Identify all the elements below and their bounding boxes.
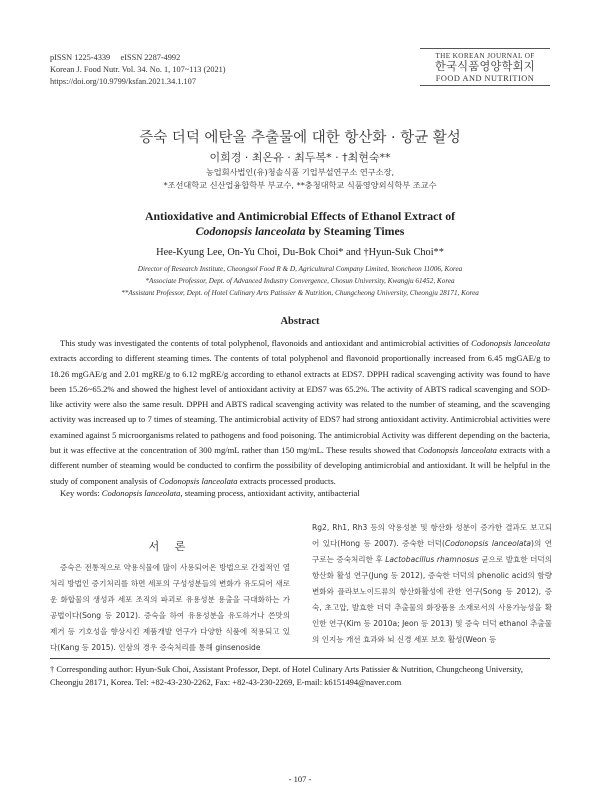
title-english-line1: Antioxidative and Antimicrobial Effects of Ethanol Extract of bbox=[144, 209, 456, 223]
affiliation-english-3: **Assistant Professor, Dept. of Hotel Culinary Arts Patissier & Nutrition, Chungcheong University, Cheongju 28171, Korea bbox=[121, 289, 479, 297]
affiliation-english-2: *Associate Professor, Dept. of Advanced Industry Convergence, Chosun University, Kwangju 61452, Korea bbox=[145, 277, 455, 285]
section-heading-introduction: 서 론 bbox=[148, 540, 192, 553]
affiliation-korean-1: 농업회사법인(유)청솔식품 기업부설연구소 연구소장, bbox=[205, 167, 395, 177]
abstract-text-3: extracts with a different number of steaming would be conducted to confirm the possibility of developing antimicrobial and antioxidant. It will be helpful in the study of component analysis of bbox=[50, 445, 550, 486]
journal-name-ko: 한국식품영양학회지 bbox=[435, 60, 535, 73]
footnote-divider bbox=[50, 658, 550, 659]
right-text-3: 균으로 발효한 더덕의 항산화 활성 연구(Jung 등 2012), 증숙한 더덕의 phenolic acid의 함량 변화와 플라보노이드류의 항산화활성에 관한 연구(Song 등 2012), 증숙, 초고압, 발효한 더덕 추출물의 화장품용 소재로서의 사용가능성을 확인한 연구(Kim 등 2010a; Jeon 등 2013) 및 증숙 더덕 ethanol 추출물의 인지능 개선 효과와 뇌 신경 세포 보호 활성(Weon 등 bbox=[312, 555, 553, 644]
left-column-text: 증숙은 전통적으로 약용식물에 많이 사용되어온 방법으로 간접적인 열처리 방법인 증기처리를 하면 세포의 구성성분들의 변화가 유도되어 새로운 화합물의 생성과 세포 조직의 파괴로 유용성분 용출을 극대화하는 가공법이다(Song 등 2012). 증숙을 하여 유용성분을 유도하거나 쓴맛의 제거 등 기호성을 향상시킨 제품개발 연구가 다양한 식품에 적용되고 있다(Kang 등 2015). 인삼의 경우 증숙처리를 통해 ginsenoside bbox=[50, 563, 290, 652]
body-right-column bbox=[312, 520, 552, 648]
authors-english: Hee-Kyung Lee, On-Yu Choi, Du-Bok Choi* and †Hyun-Suk Choi** bbox=[156, 247, 444, 258]
title-english-line2 bbox=[0, 224, 600, 239]
journal-name-en-top: THE KOREAN JOURNAL OF bbox=[420, 48, 550, 60]
right-text-1: Rg2, Rh1, Rh3 등의 약용성분 및 항산화 성분이 증가한 결과도 보고되어 있다(Hong 등 2007). 증숙한 더덕( bbox=[312, 523, 552, 548]
right-text-2: )의 연구로는 증숙처리한 후 bbox=[312, 539, 552, 564]
affiliation-english-1: Director of Research Institute, Cheongsol Food R & D, Agricultural Company Limited, Yeoncheon 11006, Korea bbox=[137, 265, 463, 273]
authors-korean: 이희경 · 최온유 · 최두복* · †최현숙** bbox=[209, 151, 391, 164]
title-korean: 증숙 더덕 에탄올 추출물에 대한 항산화 · 항균 활성 bbox=[139, 130, 461, 146]
abstract-text-4: extracts processed products. bbox=[237, 475, 336, 486]
page-number: - 107 - bbox=[288, 774, 312, 784]
title-species: Codonopsis lanceolata bbox=[195, 224, 306, 238]
citation-line: Korean J. Food Nutr. Vol. 34. No. 1, 107~113 (2021) bbox=[50, 65, 226, 74]
keywords-rest: , steaming process, antioxidant activity, antibacterial bbox=[180, 488, 360, 498]
citation-block bbox=[50, 52, 226, 88]
keywords-label: Key words: bbox=[60, 488, 102, 498]
abstract-species-3: Codonopsis lanceolata bbox=[158, 475, 238, 486]
keywords-line bbox=[60, 488, 360, 498]
journal-name-en-bottom: FOOD AND NUTRITION bbox=[420, 74, 550, 86]
title-english-suffix: by Steaming Times bbox=[305, 224, 405, 238]
right-species-1: Codonopsis lanceolata bbox=[444, 539, 532, 548]
abstract-text-1: This study was investigated the contents of total polyphenol, flavonoids and antioxidant and antimicrobial activities of bbox=[60, 338, 472, 348]
abstract-species-2: Codonopsis lanceolata bbox=[417, 445, 497, 456]
abstract-text-2: extracts according to different steaming times. The contents of total polyphenol and flavonoid proportionally increased from 6.45 mgGAE/g to 18.26 mgGAE/g and 2.01 mgRE/g to 6.12 mgRE/g according to ethanol extracts at EDS7. DPPH radical scavenging activity was found to have been 15.26~65.2% and showed the highest level of antioxidant activity at EDS7 was 65.2%. The activity of ABTS radical scavenging and SOD-like activity were also the same result. DPPH and ABTS radical scavenging activity was related to the number of steaming, and the scavenging activity was increased up to 7 times of steaming. The antimicrobial activity of EDS7 had strong antioxidant activity. Antimicrobial activities were examined against 5 microorganisms related to pathogens and food poisoning. The antimicrobial Activity was different depending on the bacteria, but it was effective at the concentration of 300 mg/mL rather than 150 mg/mL. These results showed that bbox=[50, 353, 550, 456]
right-species-2: Lactobacillus rhamnosus bbox=[385, 555, 479, 564]
issn-line: pISSN 1225-4339 eISSN 2287-4992 bbox=[50, 53, 181, 62]
doi-link[interactable]: https://doi.org/10.9799/ksfan.2021.34.1.107 bbox=[50, 77, 196, 86]
abstract-body bbox=[50, 336, 550, 489]
journal-logo bbox=[420, 48, 550, 86]
body-left-column bbox=[50, 560, 290, 656]
abstract-species-1: Codonopsis lanceolata bbox=[471, 338, 550, 348]
keywords-species: Codonopsis lanceolata bbox=[101, 488, 181, 498]
corresponding-author-footnote: † Corresponding author: Hyun-Suk Choi, Assistant Professor, Dept. of Hotel Culinary Arts Patissier & Nutrition, Chungcheong University, Cheongju 28171, Korea. Tel: +82-43-230-2262, Fax: +82-43-230-2269, E-mail: k6151494@naver.com bbox=[50, 664, 523, 687]
affiliation-korean-2: *조선대학교 신산업융합학부 부교수, **충청대학교 식품영양외식학부 조교수 bbox=[163, 180, 437, 190]
abstract-heading: Abstract bbox=[280, 316, 320, 327]
